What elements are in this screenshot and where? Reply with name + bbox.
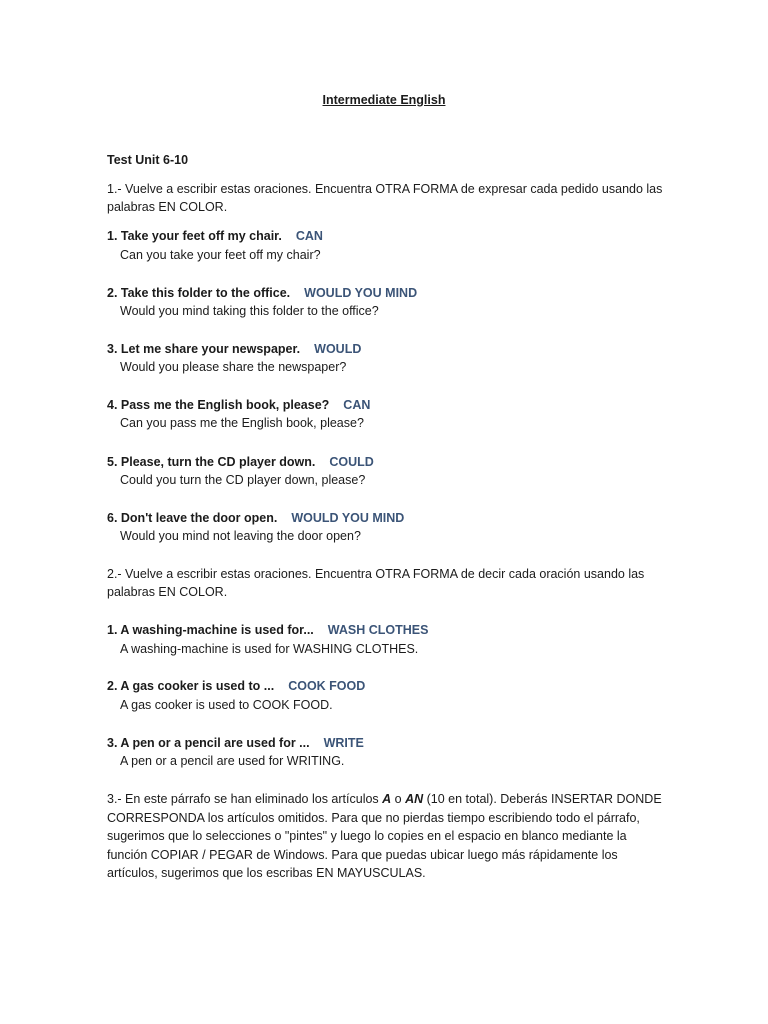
s1-item-1-prompt: 1. Take your feet off my chair. CAN [107, 229, 323, 243]
s1-item-2-keyword: WOULD YOU MIND [304, 286, 418, 300]
s1-item-6-keyword: WOULD YOU MIND [291, 511, 405, 525]
s2-item-1-answer: A washing-machine is used for WASHING CLOTHES. [120, 642, 419, 656]
s1-item-1-answer: Can you take your feet off my chair? [120, 248, 321, 262]
section2-instructions-line2: palabras EN COLOR. [107, 585, 228, 599]
document-title: Intermediate English [322, 93, 446, 107]
s1-item-3-keyword: WOULD [314, 342, 362, 356]
section3-line1: 3.- En este párrafo se han eliminado los artículos A o AN (10 en total). Deberás INSERTAR DONDE [107, 792, 662, 806]
s2-item-2-prompt: 2. A gas cooker is used to ... COOK FOOD [107, 679, 366, 693]
section3-line5: artículos, sugerimos que los escribas EN MAYUSCULAS. [107, 866, 426, 880]
s2-item-1-keyword: WASH CLOTHES [327, 623, 429, 637]
s1-item-3-answer: Would you please share the newspaper? [120, 360, 347, 374]
s2-item-2-keyword: COOK FOOD [288, 679, 366, 693]
s2-item-3-prompt: 3. A pen or a pencil are used for ... WRITE [107, 736, 364, 750]
s1-item-3-prompt: 3. Let me share your newspaper. WOULD [107, 342, 362, 356]
s1-item-2-answer: Would you mind taking this folder to the office? [120, 304, 379, 318]
article-an: AN [405, 792, 424, 806]
s2-item-2-answer: A gas cooker is used to COOK FOOD. [120, 698, 333, 712]
s1-item-4-keyword: CAN [343, 398, 371, 412]
s1-item-6-prompt: 6. Don't leave the door open. WOULD YOU MIND [107, 511, 405, 525]
section2-instructions-line1: 2.- Vuelve a escribir estas oraciones. Encuentra OTRA FORMA de decir cada oración usando las [107, 567, 645, 581]
s2-item-3-answer: A pen or a pencil are used for WRITING. [120, 754, 345, 768]
test-label: Test Unit 6-10 [107, 153, 189, 167]
s2-item-1-prompt: 1. A washing-machine is used for... WASH CLOTHES [107, 623, 429, 637]
s1-item-6-answer: Would you mind not leaving the door open? [120, 529, 361, 543]
section3-line3: sugerimos que lo selecciones o "pintes" y luego lo copies en el espacio en blanco mediante la [107, 829, 627, 843]
section3-line4: función COPIAR / PEGAR de Windows. Para que puedas ubicar luego más rápidamente los [107, 847, 618, 862]
s1-item-4-prompt: 4. Pass me the English book, please? CAN [107, 398, 371, 412]
section3-instructions [107, 790, 667, 883]
s1-item-5-prompt: 5. Please, turn the CD player down. COULD [107, 455, 374, 469]
section1-instructions-line1: 1.- Vuelve a escribir estas oraciones. Encuentra OTRA FORMA de expresar cada pedido usando las [107, 182, 663, 196]
s2-item-3-keyword: WRITE [323, 736, 364, 750]
s1-item-4-answer: Can you pass me the English book, please? [120, 416, 364, 430]
s1-item-2-prompt: 2. Take this folder to the office. WOULD YOU MIND [107, 286, 418, 300]
s1-item-5-keyword: COULD [329, 455, 374, 469]
s1-item-5-answer: Could you turn the CD player down, please? [120, 473, 366, 487]
article-a: A [382, 792, 392, 806]
section3-line2: CORRESPONDA los artículos omitidos. Para que no pierdas tiempo escribiendo todo el párrafo, [107, 810, 640, 825]
s1-item-1-keyword: CAN [295, 229, 323, 243]
section1-instructions-line2: palabras EN COLOR. [107, 200, 228, 214]
